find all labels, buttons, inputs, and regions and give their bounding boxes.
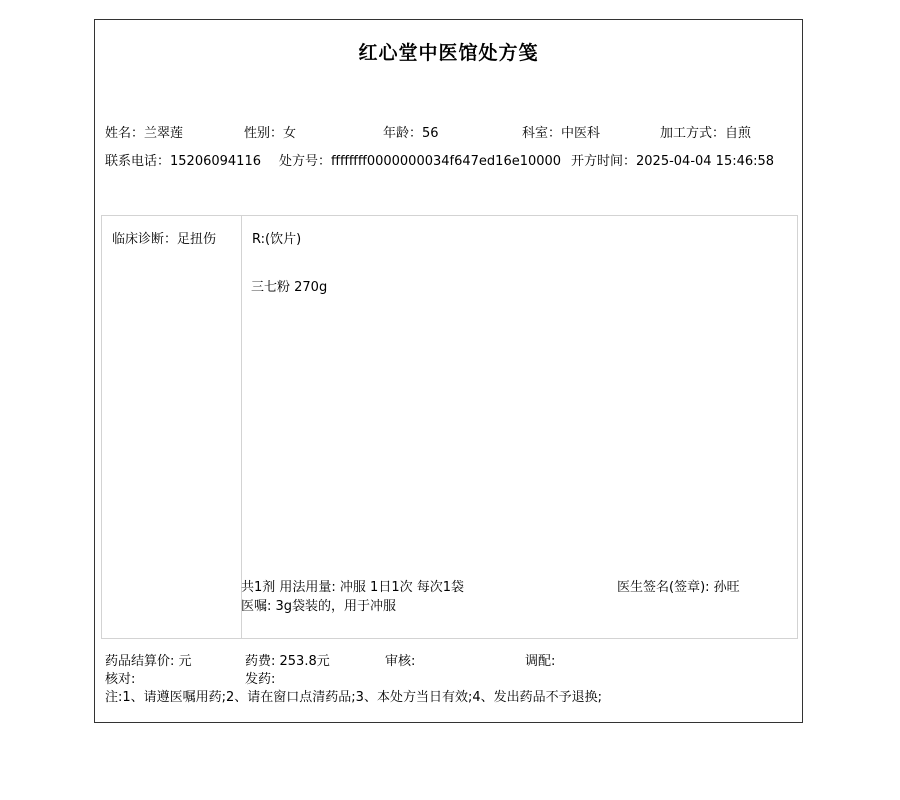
dispense-prep-field: 调配: (525, 654, 556, 669)
settlement-price: 药品结算价: 元 (105, 654, 192, 669)
prescription-time: 开方时间：2025-04-04 15:46:58 (571, 154, 775, 169)
drug-item: 三七粉 270g (251, 280, 328, 295)
page-title: 红心堂中医馆处方笺 (358, 42, 539, 64)
drug-fee: 药费: 253.8元 (245, 654, 330, 669)
review-field: 审核: (385, 654, 416, 669)
patient-gender: 性别：女 (244, 126, 297, 141)
processing-method: 加工方式：自煎 (660, 126, 752, 141)
column-divider (241, 216, 242, 638)
prescription-body (101, 215, 798, 639)
patient-age: 年龄：56 (383, 126, 439, 141)
check-field: 核对: (105, 672, 136, 687)
prescription-number: 处方号：ffffffff0000000034f647ed16e10000 (279, 154, 562, 169)
footer-notes: 注:1、请遵医嘱用药;2、请在窗口点清药品;3、本处方当日有效;4、发出药品不予退换; (105, 690, 602, 705)
patient-name: 姓名：兰翠莲 (105, 126, 184, 141)
patient-phone: 联系电话：15206094116 (105, 154, 261, 169)
doctor-signature: 医生签名(签章): 孙旺 (617, 580, 740, 595)
clinical-diagnosis: 临床诊断：足扭伤 (112, 232, 217, 247)
usage-dosage: 共1剂 用法用量: 冲服 1日1次 每次1袋 (241, 580, 464, 595)
prescription-sheet (94, 19, 803, 723)
patient-department: 科室：中医科 (522, 126, 601, 141)
rx-type-label: R:(饮片) (252, 232, 302, 247)
doctor-advice: 医嘱: 3g袋装的，用于冲服 (241, 599, 397, 614)
issue-field: 发药: (245, 672, 276, 687)
